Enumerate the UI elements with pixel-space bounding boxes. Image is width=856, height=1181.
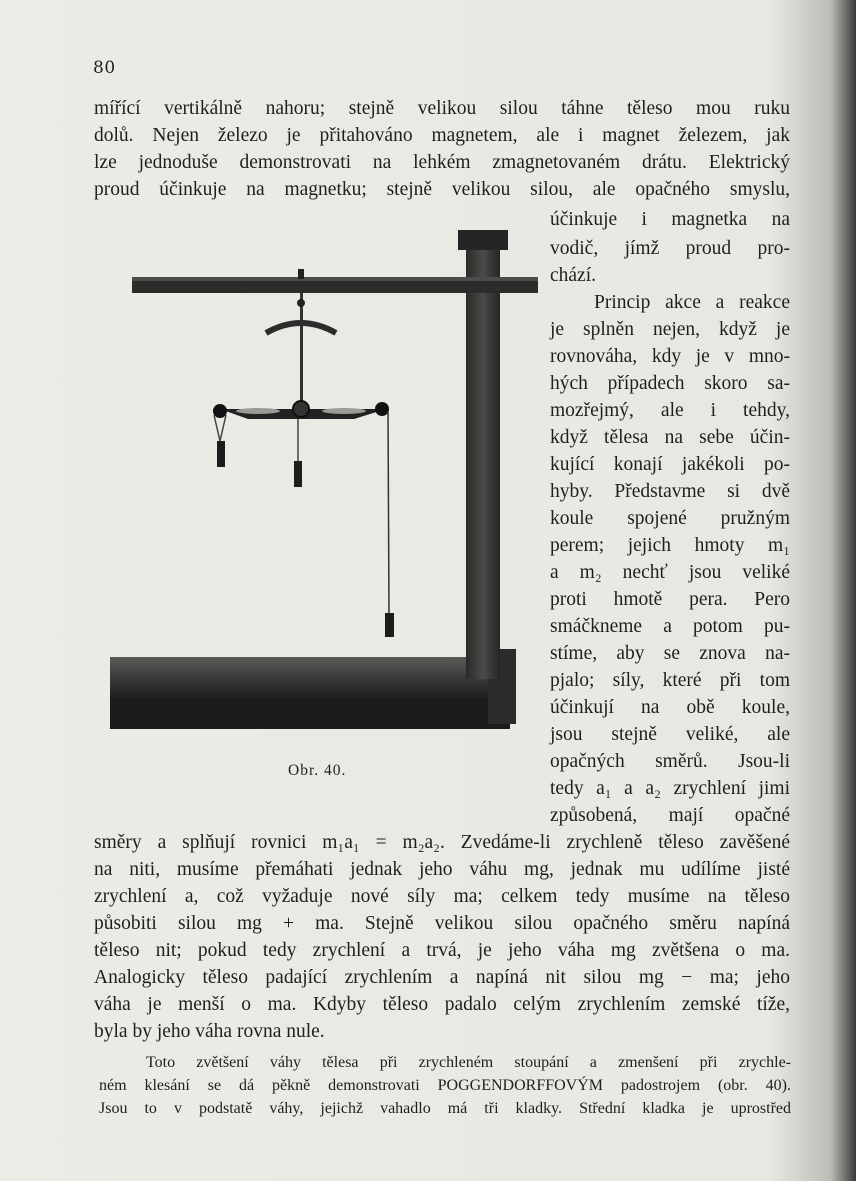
small-print-line: Toto zvětšení váhy tělesa při zrychleném stoupání a zmenšení při zrychle-: [146, 1054, 791, 1071]
column-line: smáčkneme a potom pu-: [550, 616, 790, 637]
body-line: směry a splňují rovnici m₁a₁ = m₂a₂. Zvedáme-li zrychleně těleso zavěšené: [94, 832, 790, 853]
poggendorff-apparatus-figure: [108, 225, 540, 735]
column-line: chází.: [550, 265, 597, 286]
column-line: když tělesa na sebe účin-: [550, 427, 790, 448]
left-pulley: [213, 404, 227, 418]
column-line: hých případech skoro sa-: [550, 373, 790, 394]
vertical-post: [466, 239, 500, 679]
figure-caption: Obr. 40.: [288, 762, 347, 779]
column-line: proti hmotě pera. Pero: [550, 589, 790, 610]
column-line: Princip akce a reakce: [594, 292, 790, 313]
body-line: působiti silou mg + ma. Stejně velikou silou opačného směru napíná: [94, 913, 790, 934]
column-line: koule spojené pružným: [550, 508, 790, 529]
body-line: proud účinkuje na magnetku; stejně velikou silou, ale opačného smyslu,: [94, 179, 790, 200]
column-line: stíme, aby se znova na-: [550, 643, 790, 664]
page-number: 80: [93, 58, 116, 78]
column-line: je splněn nejen, když je: [550, 319, 790, 340]
column-line: mozřejmý, ale i tehdy,: [550, 400, 790, 421]
right-pulley: [375, 402, 389, 416]
column-line: vodič, jímž proud pro-: [550, 238, 790, 259]
column-line: perem; jejich hmoty m₁: [550, 535, 790, 556]
column-line: rovnováha, kdy je v mno-: [550, 346, 790, 367]
body-line: Analogicky těleso padající zrychlením a napíná nit silou mg − ma; jeho: [94, 967, 790, 988]
column-line: pjalo; síly, které při tom: [550, 670, 790, 691]
base-block: [110, 657, 510, 699]
small-print-line: Jsou to v podstatě váhy, jejichž vahadlo má tři kladky. Střední kladka je uprostřed: [99, 1100, 791, 1117]
column-line: opačných směrů. Jsou-li: [550, 751, 790, 772]
body-line: zrychlení a, což vyžaduje nové síly ma; celkem tedy musíme na těleso: [94, 886, 790, 907]
body-line: váha je menší o ma. Kdyby těleso padalo celým zrychlením zemské tíže,: [94, 994, 790, 1015]
column-line: a m₂ nechť jsou veliké: [550, 562, 790, 583]
column-line: způsobená, mají opačné: [550, 805, 790, 826]
body-line: dolů. Nejen železo je přitahováno magnetem, ale i magnet železem, jak: [94, 125, 790, 146]
small-print-line: ném klesání se dá pěkně demonstrovati POGGENDORFFOVÝM padostrojem (obr. 40).: [99, 1077, 791, 1094]
column-line: hyby. Představme si dvě: [550, 481, 790, 502]
column-line: tedy a₁ a a₂ zrychlení jimi: [550, 778, 790, 799]
middle-pulley: [293, 401, 309, 417]
column-line: kující konají jakékoli po-: [550, 454, 790, 475]
middle-weight: [294, 461, 302, 487]
column-line: účinkují na obě koule,: [550, 697, 790, 718]
column-line: účinkuje i magnetka na: [550, 209, 790, 230]
body-line: mířící vertikálně nahoru; stejně velikou silou táhne těleso mou ruku: [94, 98, 790, 119]
body-line: na niti, musíme přemáhati jednak jeho váhu mg, jednak mu udílíme jisté: [94, 859, 790, 880]
base-front: [110, 699, 510, 729]
body-line: lze jednoduše demonstrovati na lehkém zmagnetovaném drátu. Elektrický: [94, 152, 790, 173]
body-line: těleso nit; pokud tedy zrychlení a trvá, je jeho váha mg zvětšena o ma.: [94, 940, 790, 961]
column-line: jsou stejně veliké, ale: [550, 724, 790, 745]
right-weight: [385, 613, 394, 637]
left-weight: [217, 441, 225, 467]
body-line: byla by jeho váha rovna nule.: [94, 1021, 325, 1042]
